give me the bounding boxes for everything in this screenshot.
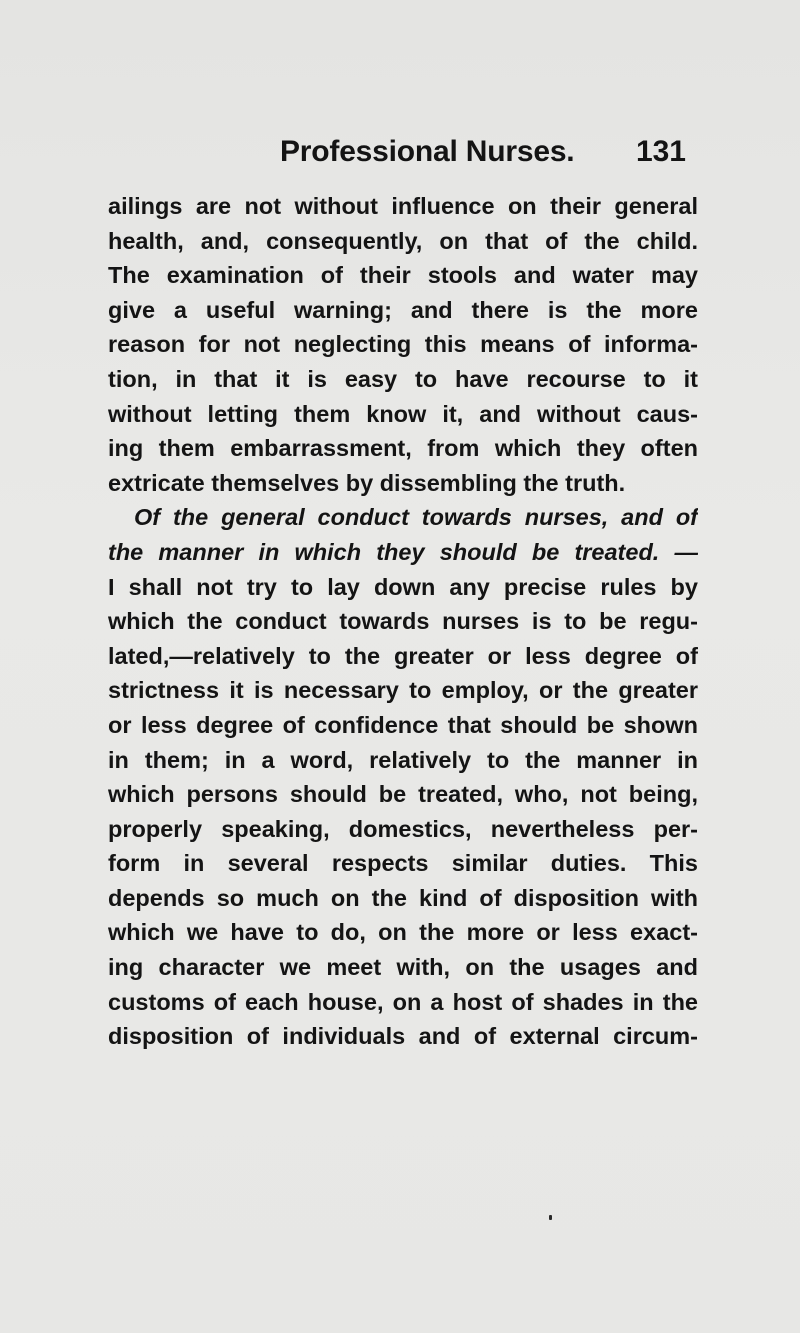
text-line: give a useful warning; and there is the more [108, 296, 698, 323]
paper-speck [549, 1215, 552, 1220]
text-line: ailings are not without influence on their general [108, 193, 698, 219]
section-heading-line: the manner in which they should be treated. — [108, 538, 698, 565]
text-line: without letting them know it, and without caus- [108, 400, 698, 427]
text-line: ing character we meet with, on the usages and [108, 954, 698, 981]
text-line: extricate themselves by dissembling the truth. [108, 469, 626, 496]
text-line: in them; in a word, relatively to the manner in [108, 746, 698, 773]
text-line: properly speaking, domestics, nevertheless per- [108, 815, 698, 842]
text-line: customs of each house, on a host of shades in the [108, 988, 698, 1015]
text-line: ing them embarrassment, from which they often [108, 435, 698, 462]
text-line: which the conduct towards nurses is to be regu- [108, 608, 698, 635]
text-line: which we have to do, on the more or less exact- [108, 919, 698, 946]
text-line: or less degree of confidence that should be shown [108, 711, 698, 738]
text-line: which persons should be treated, who, not being, [108, 781, 698, 808]
text-line: The examination of their stools and water may [108, 262, 698, 289]
section-heading-line: Of the general conduct towards nurses, and of [134, 504, 698, 531]
text-line: I shall not try to lay down any precise rules by [108, 573, 698, 600]
page-number: 131 [635, 135, 686, 168]
text-line: form in several respects similar duties. This [108, 850, 698, 877]
text-line: depends so much on the kind of disposition with [108, 884, 698, 911]
text-line: reason for not neglecting this means of informa- [108, 331, 698, 358]
text-line: strictness it is necessary to employ, or the greater [108, 677, 698, 704]
text-line: lated,—relatively to the greater or less degree of [108, 642, 698, 669]
text-line: disposition of individuals and of external circum- [108, 1023, 698, 1050]
body-text [108, 189, 698, 1054]
text-line: tion, in that it is easy to have recourse to it [108, 365, 698, 392]
text-line: health, and, consequently, on that of the child. [108, 227, 698, 254]
running-head [108, 130, 686, 174]
running-title: Professional Nurses. [280, 135, 575, 168]
